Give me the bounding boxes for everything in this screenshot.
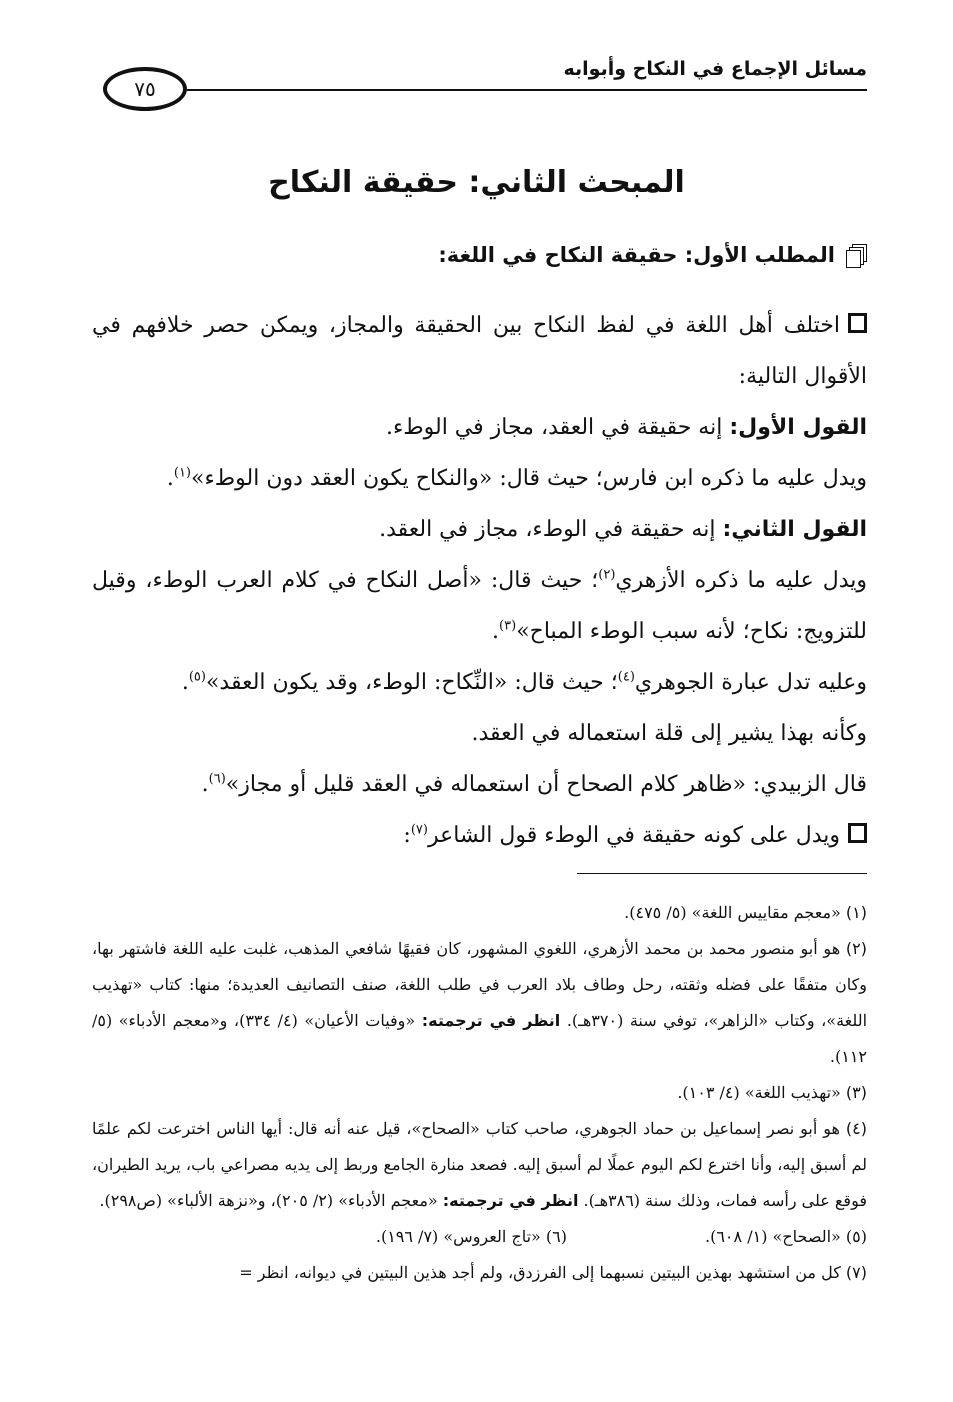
footnotes-5-6: [92, 1219, 867, 1255]
paragraph-1: اختلف أهل اللغة في لفظ النكاح بين الحقيقة والمجاز، ويمكن حصر خلافهم في الأقوال التالية:: [92, 313, 867, 389]
footnote-7: (٧) كل من استشهد بهذين البيتين نسبهما إلى الفرزدق، ولم أجد هذين البيتين في ديوانه، انظر =: [239, 1263, 867, 1282]
page-number: ٧٥: [134, 77, 156, 101]
square-bullet-icon: [848, 823, 867, 843]
footnote-ref[interactable]: (٤): [617, 669, 635, 685]
running-title: مسائل الإجماع في النكاح وأبوابه: [563, 58, 867, 80]
square-bullet-icon: [848, 313, 867, 333]
main-text: [92, 300, 867, 861]
subsection-title: المطلب الأول: حقيقة النكاح في اللغة:: [438, 243, 835, 267]
paragraph-7: وكأنه بهذا يشير إلى قلة استعماله في العقد.: [471, 721, 867, 746]
first-opinion-label: القول الأول:: [729, 415, 867, 440]
paragraph-5: ويدل عليه ما ذكره الأزهري$^{(٢)}$؛ حيث قال: «أصل النكاح في كلام العرب الوطء، وقيل للتزويج: نكاح؛ لأنه سبب الوطء المباح»$^{(٣)}$.: [92, 567, 868, 644]
footnote-1: (١) «معجم مقاييس اللغة» (٥/ ٤٧٥).: [624, 903, 867, 922]
page-number-badge: [103, 67, 187, 111]
footnote-6: (٦) «تاج العروس» (٧/ ١٩٦).: [375, 1227, 567, 1246]
footnotes: [92, 895, 867, 1291]
footnote-ref[interactable]: (١): [173, 465, 191, 481]
subsection-heading: [90, 243, 867, 267]
footnote-ref[interactable]: (٥): [188, 669, 206, 685]
paragraph-9: ويدل على كونه حقيقة في الوطء قول الشاعر$^{(٧)}$:: [92, 810, 867, 861]
footnote-ref[interactable]: (٧): [410, 822, 428, 838]
paragraph-6: وعليه تدل عبارة الجوهري$^{(٤)}$؛ حيث قال: «النِّكاح: الوطء، وقد يكون العقد»$^{(٥)}$.: [181, 669, 867, 695]
footnote-ref[interactable]: (٦): [208, 771, 226, 787]
footnote-5: (٥) «الصحاح» (١/ ٦٠٨).: [705, 1227, 867, 1246]
second-opinion-label: القول الثاني:: [722, 517, 867, 542]
paragraph-2: القول الأول: إنه حقيقة في العقد، مجاز في الوطء.: [385, 415, 867, 440]
footnote-ref[interactable]: (٣): [499, 618, 517, 634]
footnote-2: (٢) هو أبو منصور محمد بن محمد الأزهري، اللغوي المشهور، كان فقيهًا شافعي المذهب، غلبت عليه اللغة فاشتهر بها، وكان متفقًا على فضله وثقته، رحل وطاف بلاد العرب في طلب اللغة، صنف التصانيف العديدة؛ منها: كتاب «تهذيب اللغة»، وكتاب «الزاهر»، توفي سنة (٣٧٠هـ). انظر في ترجمته: «وفيات الأعيان» (٤/ ٣٣٤)، و«معجم الأدباء» (٥/ ١١٢).: [92, 939, 868, 1066]
header-rule: [187, 89, 867, 91]
paragraph-8: قال الزبيدي: «ظاهر كلام الصحاح أن استعماله في العقد قليل أو مجاز»$^{(٦)}$.: [201, 771, 867, 797]
section-title: المبحث الثاني: حقيقة النكاح: [268, 165, 685, 200]
paragraph-4: القول الثاني: إنه حقيقة في الوطء، مجاز في العقد.: [379, 517, 867, 542]
paragraph-3: ويدل عليه ما ذكره ابن فارس؛ حيث قال: «والنكاح يكون العقد دون الوطء»$^{(١)}$.: [166, 465, 867, 491]
footnote-3: (٣) «تهذيب اللغة» (٤/ ١٠٣).: [677, 1083, 867, 1102]
footnote-separator: [577, 873, 867, 874]
documents-icon: [847, 244, 867, 266]
footnote-ref[interactable]: (٢): [598, 567, 616, 583]
footnote-4: (٤) هو أبو نصر إسماعيل بن حماد الجوهري، صاحب كتاب «الصحاح»، قيل عنه أنه قال: أيها الناس اخترعت لكم علمًا لم أسبق إليه، وأنا اخترع لكم اليوم عملًا لم أسبق إليه. فصعد منارة الجامع وربط إلى يديه مصراعي باب، يريد الطيران، فوقع على رأسه فمات، وذلك سنة (٣٨٦هـ). انظر في ترجمته: «معجم الأدباء» (٢/ ٢٠٥)، و«نزهة الألباء» (ص٢٩٨).: [92, 1119, 867, 1210]
